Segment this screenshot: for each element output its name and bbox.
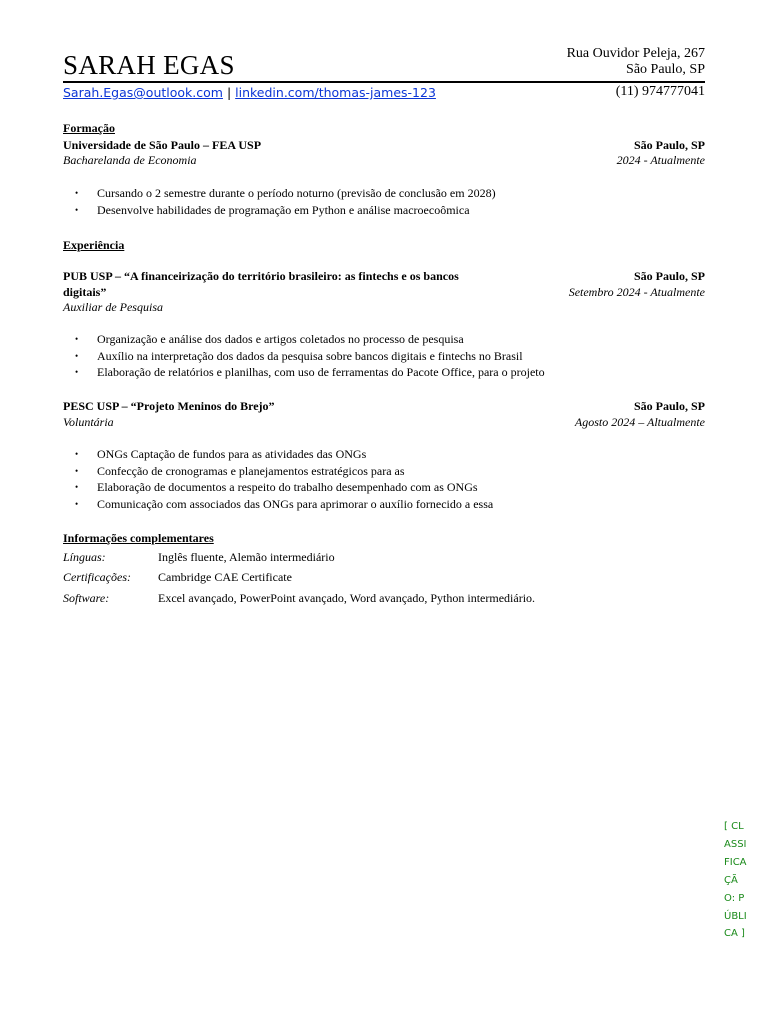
contact-links xyxy=(63,84,436,101)
contact-row xyxy=(63,84,705,102)
education-dates: 2024 - Atualmente xyxy=(616,153,705,167)
job-1-role: Auxiliar de Pesquisa xyxy=(63,300,163,314)
header-divider xyxy=(63,81,705,83)
info-label: Línguas: xyxy=(63,550,106,564)
classification-label: [ CLASSIFICAÇÃO: PÚBLICA ] xyxy=(724,821,747,940)
list-item: • Cursando o 2 semestre durante o período noturno (previsão de conclusão em 2028) xyxy=(75,186,496,200)
education-degree: Bacharelanda de Economia xyxy=(63,153,197,167)
resume-header xyxy=(63,46,705,82)
list-item: • Organização e análise dos dados e artigos coletados no processo de pesquisa xyxy=(75,332,464,346)
info-value: Excel avançado, PowerPoint avançado, Word avançado, Python intermediário. xyxy=(158,591,536,605)
list-item: • Elaboração de documentos a respeito do trabalho desempenhado com as ONGs xyxy=(75,480,478,494)
info-value: Inglês fluente, Alemão intermediário xyxy=(158,550,335,564)
job-2-org: PESC USP – “Projeto Meninos do Brejo” xyxy=(63,399,275,413)
list-item: • Desenvolve habilidades de programação em Python e análise macroecoômica xyxy=(75,202,470,217)
job-1-dates: Setembro 2024 - Atualmente xyxy=(568,285,705,299)
candidate-name: SARAH EGAS xyxy=(63,50,235,80)
extra-heading: Informações complementares xyxy=(63,531,214,545)
list-item: • Auxílio na interpretação dos dados da pesquisa sobre bancos digitais e fintechs no Brasil xyxy=(75,348,523,363)
job-1-location: São Paulo, SP xyxy=(633,269,705,283)
email-link[interactable]: Sarah.Egas@outlook.com xyxy=(63,85,223,100)
experience-heading: Experiência xyxy=(63,238,125,252)
list-item: • Confecção de cronogramas e planejamentos estratégicos para as xyxy=(75,463,405,478)
address xyxy=(567,46,705,78)
education-heading: Formação xyxy=(63,121,115,135)
phone-number: (11) 974777041 xyxy=(615,84,705,99)
contact-separator: | xyxy=(226,85,232,100)
education-institution: Universidade de São Paulo – FEA USP xyxy=(63,138,262,152)
job-2-location: São Paulo, SP xyxy=(633,399,705,413)
info-value: Cambridge CAE Certificate xyxy=(158,570,292,584)
education-location: São Paulo, SP xyxy=(633,138,705,152)
job-2-role: Voluntária xyxy=(63,415,114,429)
resume-page xyxy=(63,0,705,1024)
job-1-bullets xyxy=(63,331,705,381)
linkedin-link[interactable]: linkedin.com/thomas-james-123 xyxy=(235,85,436,100)
address-city: São Paulo, SP xyxy=(626,62,705,77)
list-item: • Comunicação com associados das ONGs para aprimorar o auxílio fornecido a essa xyxy=(75,496,494,511)
info-label: Software: xyxy=(63,591,110,605)
job-2-dates: Agosto 2024 – Altualmente xyxy=(574,415,705,429)
education-bullets xyxy=(63,185,705,218)
info-label: Certificações: xyxy=(63,570,131,584)
job-1-org-line1: PUB USP – “A financeirização do território brasileiro: as fintechs e os bancos xyxy=(63,269,459,283)
job-1-org-line2: digitais” xyxy=(63,285,107,299)
address-street: Rua Ouvidor Peleja, 267 xyxy=(566,46,705,61)
list-item: • Elaboração de relatórios e planilhas, com uso de ferramentas do Pacote Office, para o projeto xyxy=(75,365,545,379)
list-item: • ONGs Captação de fundos para as atividades das ONGs xyxy=(75,447,367,461)
job-2-bullets xyxy=(63,446,705,512)
